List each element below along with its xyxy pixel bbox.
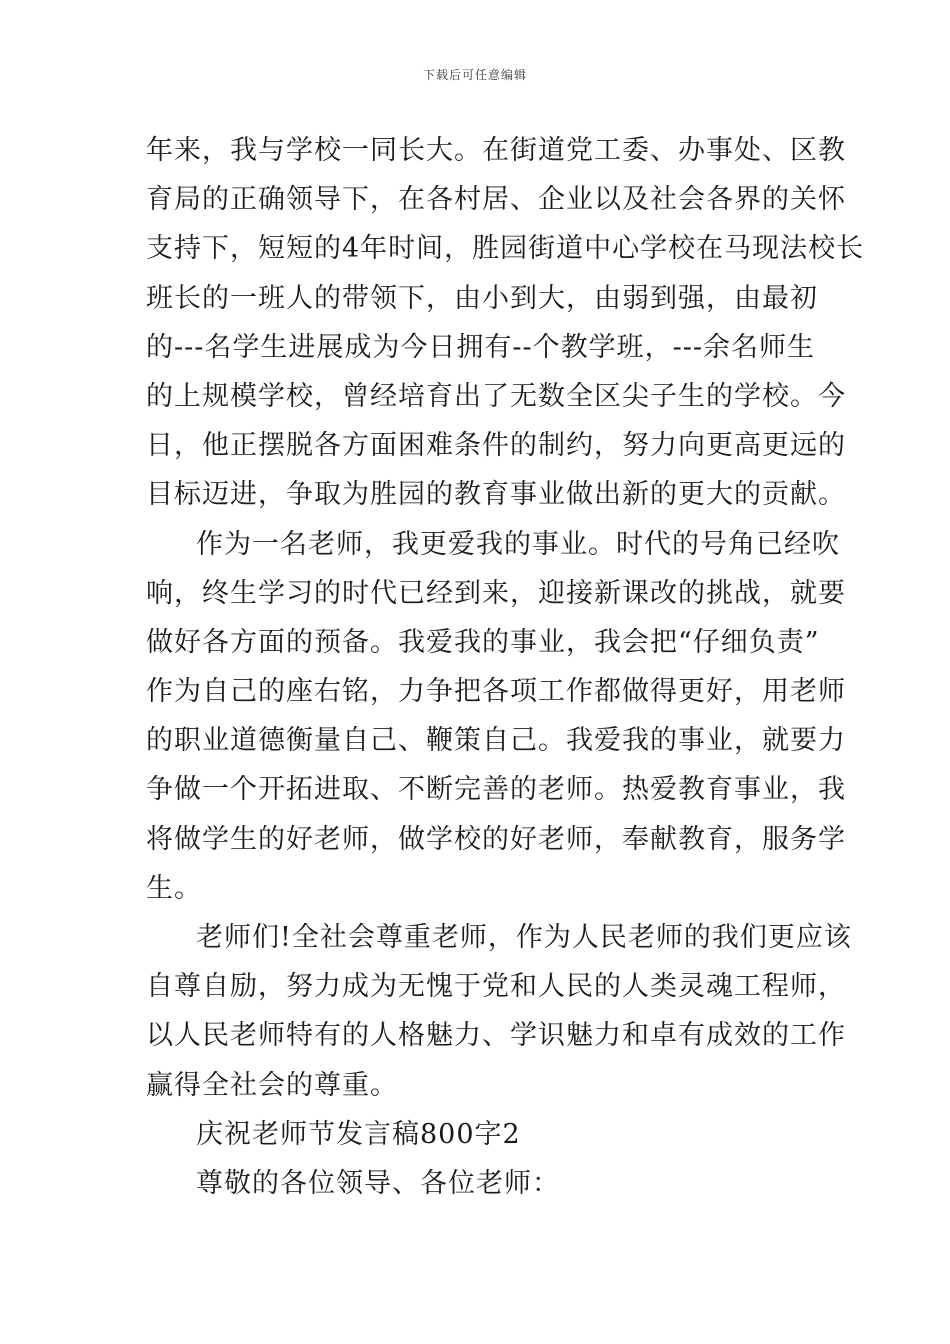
text-line: 以人民老师特有的人格魅力、学识魅力和卓有成效的工作 [146,1020,846,1052]
text-line: 支持下，短短的4年时间，胜园街道中心学校在马现法校长 [146,233,865,265]
document-body [146,126,865,1208]
text-line: 的上规模学校，曾经培育出了无数全区尖子生的学校。今 [146,380,846,412]
text-line: 赢得全社会的尊重。 [146,1069,398,1101]
text-line: 的职业道德衡量自己、鞭策自己。我爱我的事业，就要力 [146,725,846,757]
paragraph-start-line: 老师们!全社会尊重老师，作为人民老师的我们更应该 [196,922,852,953]
salutation-line: 尊敬的各位领导、各位老师： [196,1167,560,1199]
text-line: 年来，我与学校一同长大。在街道党工委、办事处、区教 [146,135,846,166]
text-line: 做好各方面的预备。我爱我的事业，我会把“仔细负责” [146,626,820,658]
text-line: 响，终生学习的时代已经到来，迎接新课改的挑战，就要 [146,577,846,609]
text-line: 自尊自励，努力成为无愧于党和人民的人类灵魂工程师， [146,971,846,1003]
text-line: 班长的一班人的带领下，由小到大，由弱到强，由最初 [146,282,818,314]
page-header: 下载后可任意编辑 [422,68,527,82]
text-line: 目标迈进，争取为胜园的教育事业做出新的更大的贡献。 [146,479,846,511]
section-heading: 庆祝老师节发言稿800字2 [196,1118,521,1150]
paragraph-start-line: 作为一名老师，我更爱我的事业。时代的号角已经吹 [196,528,840,560]
text-line: 生。 [146,872,202,904]
text-line: 日，他正摆脱各方面困难条件的制约，努力向更高更远的 [146,430,846,462]
text-line: 争做一个开拓进取、不断完善的老师。热爱教育事业，我 [146,774,846,806]
text-line: 将做学生的好老师，做学校的好老师，奉献教育，服务学 [146,823,846,855]
text-line: 作为自己的座右铭，力争把各项工作都做得更好，用老师 [146,676,846,708]
text-line: 育局的正确领导下，在各村居、企业以及社会各界的关怀 [146,184,846,216]
text-line: 的---名学生进展成为今日拥有--个教学班，---余名师生 [146,331,815,363]
